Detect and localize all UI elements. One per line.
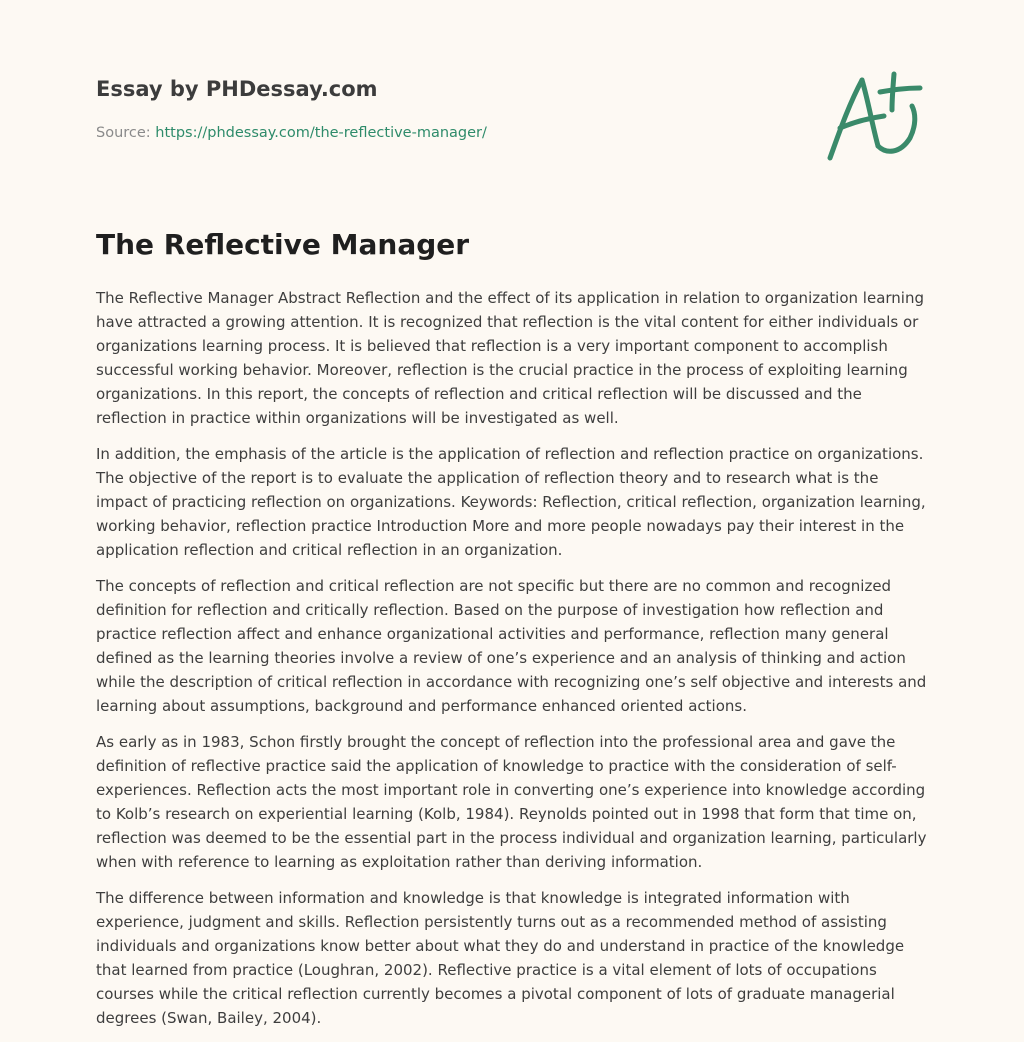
essay-paragraph: The difference between information and knowledge is that knowledge is integrated information with experience, judgment and skills. Reflection persistently turns out as a recommended method of assisting individuals and organizations know better about what they do and understand in practice of the knowledge that learned from practice (Loughran, 2002). Reflective practice is a vital element of lots of occupations courses while the critical reflection currently becomes a pivotal component of lots of graduate managerial degrees (Swan, Bailey, 2004). bbox=[96, 889, 905, 1027]
source-label: Source: bbox=[96, 125, 151, 141]
source-link[interactable]: https://phdessay.com/the-reflective-manager/ bbox=[155, 125, 487, 141]
essay-paragraph: The Reflective Manager Abstract Reflection and the effect of its application in relation to organization learning have attracted a growing attention. It is recognized that reflection is the vital content for either individuals or organizations learning process. It is believed that reflection is a very important component to accomplish successful working behavior. Moreover, reflection is the crucial practice in the process of exploiting learning organizations. In this report, the concepts of reflection and critical reflection will be discussed and the reflection in practice within organizations will be investigated as well. bbox=[96, 289, 924, 427]
essay-paragraph: The concepts of reflection and critical reflection are not specific but there are no common and recognized definition for reflection and critically reflection. Based on the purpose of investigation how reflection and practice reflection affect and enhance organizational activities and performance, reflection many general defined as the learning theories involve a review of one’s experience and an analysis of thinking and action while the description of critical reflection in accordance with recognizing one’s self objective and interests and learning about assumptions, background and performance enhanced oriented actions. bbox=[96, 577, 927, 715]
a-plus-logo-icon bbox=[820, 66, 930, 166]
site-title: Essay by PHDessay.com bbox=[96, 77, 378, 101]
essay-title: The Reflective Manager bbox=[96, 228, 470, 261]
essay-paragraph: As early as in 1983, Schon firstly brought the concept of reflection into the professional area and gave the definition of reflective practice said the application of knowledge to practice with the consideration of self-experiences. Reflection acts the most important role in converting one’s experience into knowledge according to Kolb’s research on experiential learning (Kolb, 1984). Reynolds pointed out in 1998 that form that time on, reflection was deemed to be the essential part in the process individual and organization learning, particularly when with reference to learning as exploitation rather than deriving information. bbox=[96, 733, 927, 871]
essay-paragraph: In addition, the emphasis of the article is the application of reflection and reflection practice on organizations. The objective of the report is to evaluate the application of reflection theory and to research what is the impact of practicing reflection on organizations. Keywords: Reflection, critical reflection, organization learning, working behavior, reflection practice Introduction More and more people nowadays pay their interest in the application reflection and critical reflection in an organization. bbox=[96, 445, 926, 559]
page-header bbox=[96, 74, 796, 144]
essay-content bbox=[96, 224, 932, 1042]
source-line bbox=[96, 122, 796, 144]
